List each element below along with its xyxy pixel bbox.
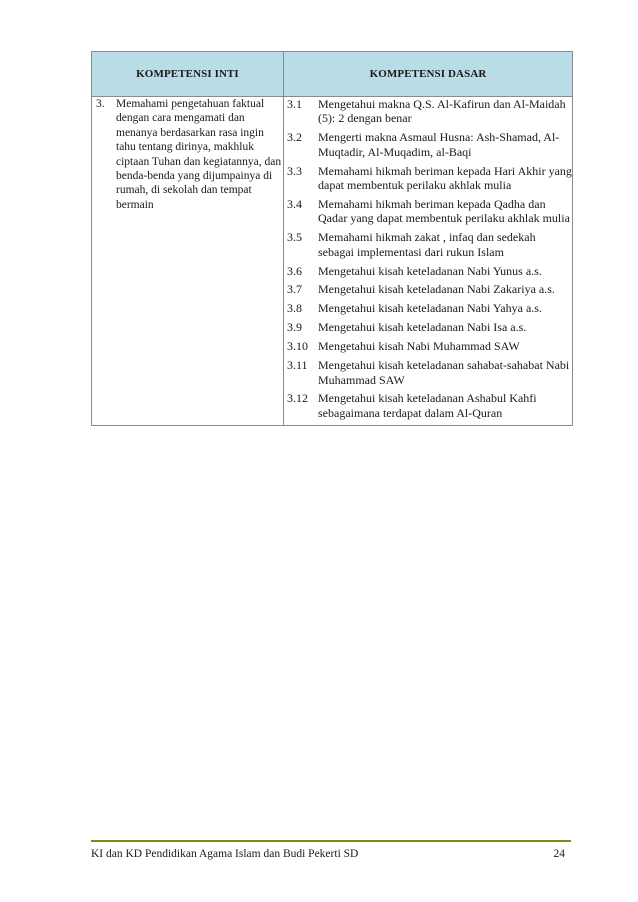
kd-number: 3.10 bbox=[287, 339, 308, 354]
kd-text: Mengetahui kisah keteladanan Nabi Yahya a.s. bbox=[318, 301, 542, 316]
kd-number: 3.8 bbox=[287, 301, 302, 316]
kd-item bbox=[284, 391, 572, 420]
kd-item bbox=[284, 130, 572, 159]
kd-item bbox=[284, 264, 572, 278]
kd-item bbox=[284, 301, 572, 315]
kd-text: Mengetahui kisah keteladanan sahabat-sahabat Nabi Muhammad SAW bbox=[318, 358, 570, 387]
kd-number: 3.7 bbox=[287, 282, 302, 297]
kd-text: Memahami hikmah zakat , infaq dan sedekah sebagai implementasi dari rukun Islam bbox=[318, 230, 536, 259]
kd-item bbox=[284, 97, 572, 126]
ki-number: 3. bbox=[96, 98, 105, 110]
kd-number: 3.2 bbox=[287, 130, 302, 145]
kd-number: 3.11 bbox=[287, 358, 308, 373]
kd-item bbox=[284, 282, 572, 296]
kd-number: 3.3 bbox=[287, 163, 302, 178]
kd-number: 3.5 bbox=[287, 230, 302, 245]
kd-text: Mengetahui kisah Nabi Muhammad SAW bbox=[318, 339, 520, 354]
kd-number: 3.12 bbox=[287, 391, 308, 406]
kd-item bbox=[284, 197, 572, 226]
kd-item bbox=[284, 320, 572, 334]
page-footer bbox=[91, 840, 571, 860]
kd-list bbox=[284, 97, 572, 420]
header-kompetensi-dasar: KOMPETENSI DASAR bbox=[284, 52, 573, 97]
kd-cell bbox=[284, 97, 573, 426]
kd-text: Mengetahui makna Q.S. Al-Kafirun dan Al-Maidah (5): 2 dengan benar bbox=[318, 97, 566, 126]
kd-number: 3.4 bbox=[287, 196, 302, 211]
kd-item bbox=[284, 164, 572, 193]
kd-number: 3.9 bbox=[287, 320, 302, 335]
kd-text: Mengetahui kisah keteladanan Nabi Zakariya a.s. bbox=[318, 282, 555, 297]
kd-item bbox=[284, 358, 572, 387]
kd-text: Mengetahui kisah keteladanan Ashabul Kahfi sebagaimana terdapat dalam Al-Quran bbox=[318, 391, 537, 420]
page-number: 24 bbox=[553, 848, 565, 860]
ki-item bbox=[92, 97, 283, 212]
table-row bbox=[92, 97, 573, 426]
kd-number: 3.1 bbox=[287, 97, 302, 111]
kd-item bbox=[284, 339, 572, 353]
kd-text: Mengerti makna Asmaul Husna: Ash-Shamad, Al-Muqtadir, Al-Muqadim, al-Baqi bbox=[318, 130, 560, 159]
kd-text: Memahami hikmah beriman kepada Qadha dan Qadar yang dapat membentuk perilaku akhlak mulia bbox=[318, 196, 570, 226]
kd-number: 3.6 bbox=[287, 263, 302, 278]
header-kompetensi-inti: KOMPETENSI INTI bbox=[92, 52, 284, 97]
competency-table bbox=[91, 51, 573, 426]
kd-text: Mengetahui kisah keteladanan Nabi Isa a.s. bbox=[318, 320, 527, 335]
kd-text: Memahami hikmah beriman kepada Hari Akhir yang dapat membentuk perilaku akhlak mulia bbox=[318, 163, 572, 193]
ki-cell bbox=[92, 97, 284, 426]
table-header-row bbox=[92, 52, 573, 97]
kd-item bbox=[284, 230, 572, 259]
ki-text: Memahami pengetahuan faktual dengan cara mengamati dan menanya berdasarkan rasa ingin tahu tentang dirinya, makhluk ciptaan Tuhan dan kegiatannya, dan benda-benda yang dijumpainya di rumah, di sekolah dan tempat bermain bbox=[116, 98, 282, 211]
kd-text: Mengetahui kisah keteladanan Nabi Yunus a.s. bbox=[318, 263, 542, 278]
footer-title: KI dan KD Pendidikan Agama Islam dan Budi Pekerti SD bbox=[91, 848, 359, 860]
